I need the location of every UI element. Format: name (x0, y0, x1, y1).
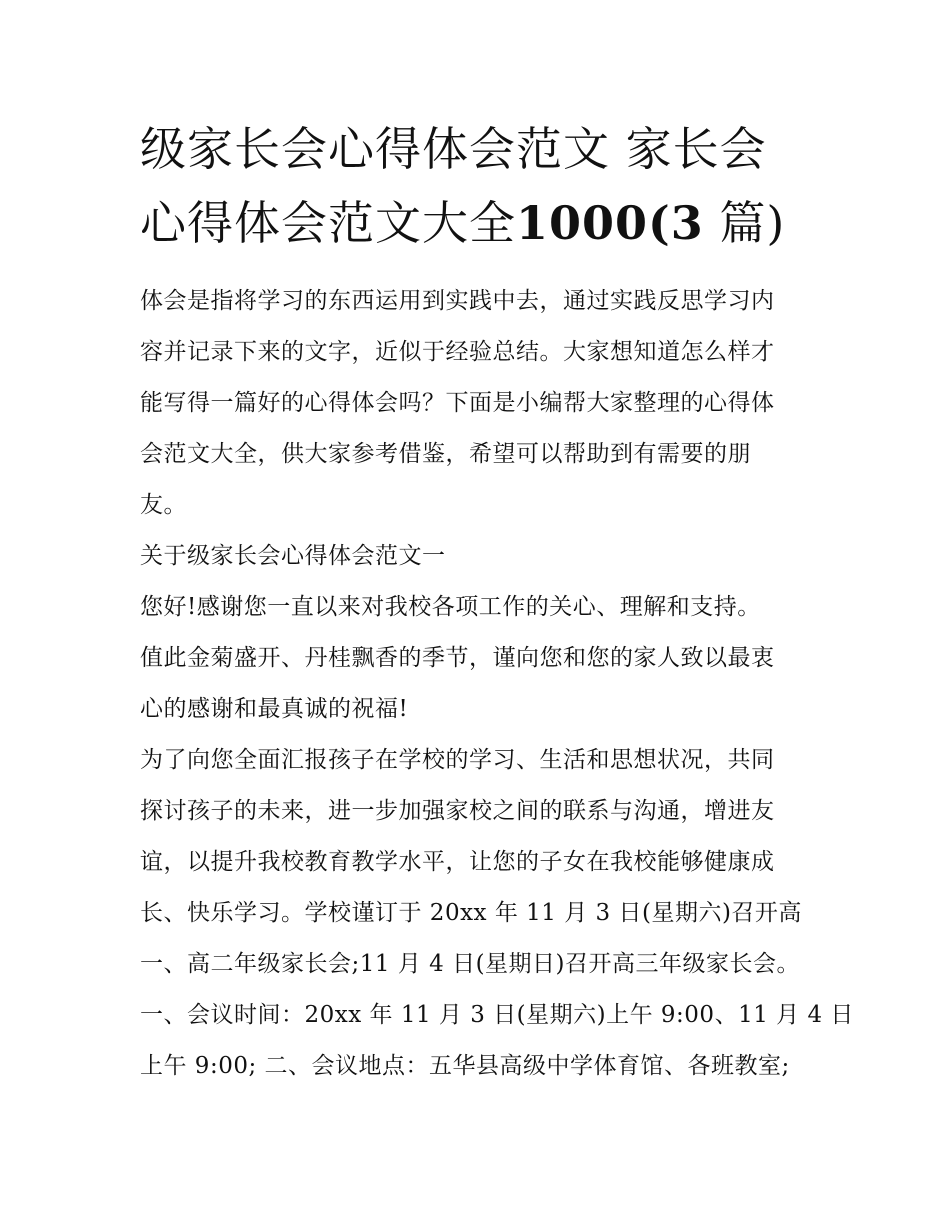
body-line: 上午 9:00; 二、会议地点：五华县高级中学体育馆、各班教室; (140, 1053, 790, 1079)
greeting-paragraph (140, 582, 820, 735)
intro-line: 能写得一篇好的心得体会吗？下面是小编帮大家整理的心得体 (140, 390, 775, 416)
body-line: 谊，以提升我校教育教学水平，让您的子女在我校能够健康成 (140, 849, 775, 875)
document-page (140, 112, 854, 1092)
title-line-2 (140, 186, 820, 260)
body-line: 为了向您全面汇报孩子在学校的学习、生活和思想状况，共同 (140, 747, 775, 773)
body-line: 一、高二年级家长会;11 月 4 日(星期日)召开高三年级家长会。 (140, 951, 801, 977)
document-title (140, 112, 820, 260)
title-line-2-text: 心得体会范文大全 (140, 196, 516, 250)
intro-line: 会范文大全，供大家参考借鉴，希望可以帮助到有需要的朋 (140, 441, 751, 467)
greeting-line: 心的感谢和最真诚的祝福! (140, 696, 409, 722)
section-heading-text: 关于级家长会心得体会范文一 (140, 543, 446, 569)
body-line: 一、会议时间：20xx 年 11 月 3 日(星期六)上午 9:00、11 月 4 日 (140, 1002, 854, 1028)
greeting-line: 您好!感谢您一直以来对我校各项工作的关心、理解和支持。 (140, 594, 761, 620)
body-paragraph (140, 735, 854, 1092)
intro-line: 容并记录下来的文字，近似于经验总结。大家想知道怎么样才 (140, 339, 775, 365)
intro-paragraph (140, 276, 820, 531)
body-line: 长、快乐学习。学校谨订于 20xx 年 11 月 3 日(星期六)召开高 (140, 900, 802, 926)
title-line-1: 级家长会心得体会范文 家长会 (140, 122, 767, 176)
intro-line: 友。 (140, 492, 187, 518)
body-line: 探讨孩子的未来，进一步加强家校之间的联系与沟通，增进友 (140, 798, 775, 824)
section-heading (140, 531, 820, 582)
greeting-line: 值此金菊盛开、丹桂飘香的季节，谨向您和您的家人致以最衷 (140, 645, 775, 671)
title-line-2-bold: 1000(3 (516, 196, 704, 250)
title-line-2-end: 篇) (703, 196, 786, 250)
intro-line: 体会是指将学习的东西运用到实践中去，通过实践反思学习内 (140, 288, 775, 314)
